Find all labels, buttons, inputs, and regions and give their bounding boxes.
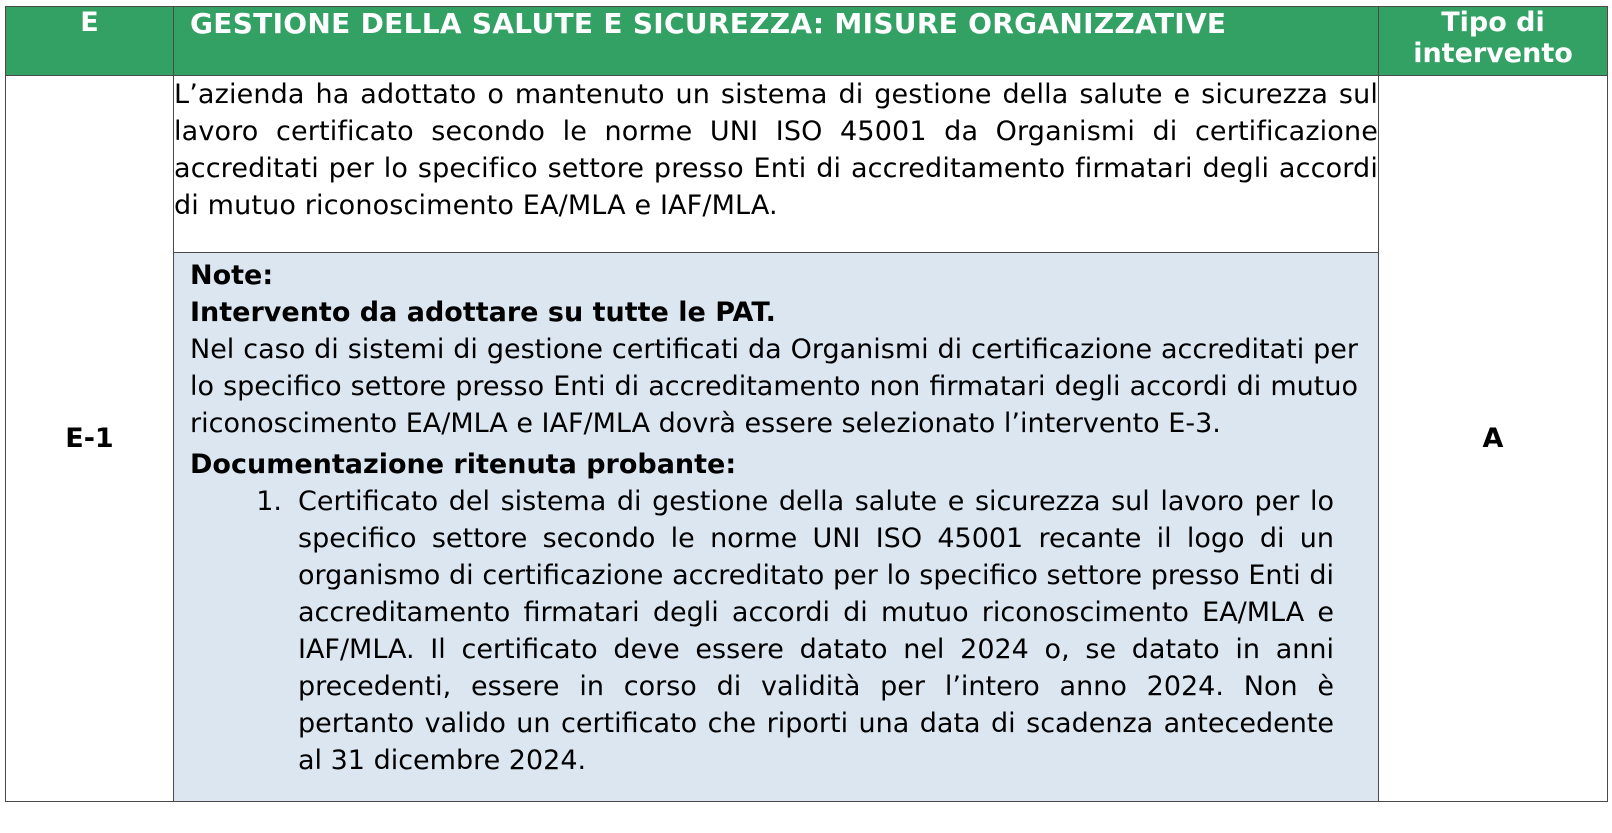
row-description: L’azienda ha adottato o mantenuto un sistema di gestione della salute e sicurezza sul lavoro certificato secondo le norme UNI ISO 45001 da Organismi di certificazione accreditati per lo specifico settore presso Enti di accreditamento firmatari degli accordi di mutuo riconoscimento EA/MLA e IAF/MLA. [174,76,1379,253]
table-row-notes [6,253,1608,802]
note-text: Nel caso di sistemi di gestione certificati da Organismi di certificazione accreditati per lo specifico settore presso Enti di accreditamento non firmatari degli accordi di mutuo riconoscimento EA/MLA e IAF/MLA dovrà essere selezionato l’intervento E-3. [190,334,1358,439]
row-tipo: A [1379,76,1608,802]
row-code: E-1 [6,76,174,802]
header-tipo-line1: Tipo di [1441,7,1545,38]
list-item-text: Certificato del sistema di gestione della salute e sicurezza sul lavoro per lo specifico settore secondo le norme UNI ISO 45001 recante il logo di un organismo di certificazione accreditato per lo specifico settore presso Enti di accreditamento firmatari degli accordi di mutuo riconoscimento EA/MLA e IAF/MLA. Il certificato deve essere datato nel 2024 o, se datato in anni precedenti, essere in corso di validità per l’intero anno 2024. Non è pertanto valido un certificato che riporti una data di scadenza antecedente al 31 dicembre 2024. [298,486,1334,776]
notes-cell [174,253,1379,802]
note-bold-text: Intervento da adottare su tutte le PAT. [190,297,776,328]
table-header-row [6,7,1608,76]
header-tipo-line2: intervento [1413,38,1573,69]
table-row [6,76,1608,253]
documentation-label: Documentazione ritenuta probante: [190,449,737,480]
header-code: E [6,7,174,76]
header-tipo [1379,7,1608,76]
list-item-number: 1. [256,486,282,517]
intervention-table [5,6,1608,802]
note-label: Note: [190,260,274,291]
header-title: GESTIONE DELLA SALUTE E SICUREZZA: MISURE ORGANIZZATIVE [174,7,1379,76]
notes-content [174,253,1378,789]
list-item [190,483,1358,779]
